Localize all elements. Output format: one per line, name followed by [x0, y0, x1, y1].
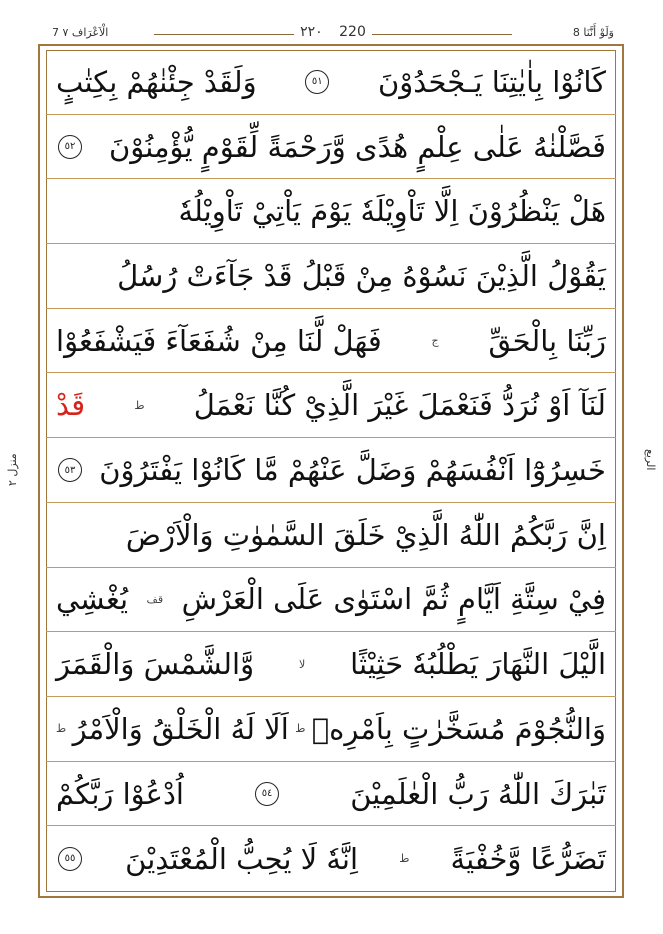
verse-text: تَبٰرَكَ اللّٰهُ رَبُّ الْعٰلَمِيْنَ — [350, 776, 606, 811]
verse-line — [46, 697, 616, 762]
verse-line — [46, 179, 616, 244]
verse-text: لَنَآ اَوْ نُرَدُّ فَنَعْمَلَ غَيْرَ الَّذِيْ كُنَّا نَعْمَلُ — [193, 388, 606, 423]
verse-line — [46, 632, 616, 697]
page-number-latin: 220 — [333, 24, 372, 40]
verse-text: الَّيْلَ النَّهَارَ يَطْلُبُهٗ حَثِيْثًا — [350, 647, 606, 682]
verse-line — [46, 50, 616, 115]
verse-text: قَدْ — [56, 388, 86, 423]
verse-line — [46, 374, 616, 439]
waqf-mark: ط — [399, 852, 410, 866]
verse-text: اُدْعُوْا رَبَّكُمْ — [56, 776, 184, 811]
ayah-number-marker: ٥٢ — [58, 135, 82, 159]
verse-line — [46, 438, 616, 503]
waqf-mark: ط — [295, 722, 306, 736]
verse-line — [46, 762, 616, 827]
ayah-number-marker: ٥١ — [305, 70, 329, 94]
page-number-arabic: ٢٢٠ — [294, 24, 329, 40]
verse-text: يَقُوْلُ الَّذِيْنَ نَسُوْهُ مِنْ قَبْلُ قَدْ جَآءَتْ رُسُلُ — [117, 258, 606, 293]
verse-text: فَهَلْ لَّنَا مِنْ شُفَعَآءَ فَيَشْفَعُوْا — [56, 323, 382, 358]
verse-text: وَالنُّجُوْمَ مُسَخَّرٰتٍ بِاَمْرِهٖ — [311, 711, 606, 746]
ayah-number-marker: ٥٣ — [58, 458, 82, 482]
verse-text: اِنَّهٗ لَا يُحِبُّ الْمُعْتَدِيْنَ — [125, 841, 359, 876]
verse-text: خَسِرُوْٓا اَنْفُسَهُمْ وَضَلَّ عَنْهُمْ مَّا كَانُوْا يَفْتَرُوْنَ — [99, 453, 606, 488]
verse-line — [46, 826, 616, 891]
ayah-number-marker: ٥٤ — [255, 782, 279, 806]
ayah-number-marker: ٥٥ — [58, 847, 82, 871]
page-header — [44, 24, 622, 44]
verse-text: وَّالشَّمْسَ وَالْقَمَرَ — [56, 647, 255, 682]
manzil-marker: منزل ٢ — [6, 453, 19, 487]
juz-name: 8 وَلَوْ أَنَّنَا — [572, 26, 614, 39]
waqf-mark: ج — [431, 334, 439, 348]
waqf-mark: لا — [298, 657, 306, 671]
verse-text: وَلَقَدْ جِئْنٰهُمْ بِكِتٰبٍ — [56, 64, 257, 99]
verse-text: يُغْشِي — [56, 582, 129, 617]
verse-line — [46, 503, 616, 568]
waqf-mark: ط — [56, 722, 67, 736]
ruku-marker: الربع — [644, 449, 657, 471]
verse-text: هَلْ يَنْظُرُوْنَ اِلَّا تَاْوِيْلَهٗ يَوْمَ يَاْتِيْ تَاْوِيْلُهٗ — [178, 194, 606, 229]
verse-text: اِنَّ رَبَّكُمُ اللّٰهُ الَّذِيْ خَلَقَ السَّمٰوٰتِ وَالْاَرْضَ — [125, 517, 606, 552]
verse-line — [46, 309, 616, 374]
verse-line — [46, 115, 616, 180]
verse-text: كَانُوْا بِاٰيٰتِنَا يَـجْحَدُوْنَ — [377, 64, 606, 99]
verse-text: اَلَا لَهُ الْخَلْقُ وَالْاَمْرُ — [72, 711, 289, 746]
waqf-mark: ط — [134, 398, 145, 412]
verse-text: فَصَّلْنٰهُ عَلٰى عِلْمٍ هُدًى وَّرَحْمَةً لِّقَوْمٍ يُّؤْمِنُوْنَ — [108, 129, 606, 164]
verse-line — [46, 568, 616, 633]
verse-text: فِيْ سِتَّةِ اَيَّامٍ ثُمَّ اسْتَوٰى عَلَى الْعَرْشِ — [181, 582, 606, 617]
verse-line — [46, 244, 616, 309]
verse-text: رَبِّنَا بِالْحَقِّ — [488, 323, 606, 358]
verse-text: تَضَرُّعًا وَّخُفْيَةً — [450, 841, 606, 876]
waqf-mark: قف — [146, 592, 164, 606]
page-number — [44, 24, 622, 40]
surah-name: 7 الْاَعْرَاف ٧ — [52, 26, 109, 39]
